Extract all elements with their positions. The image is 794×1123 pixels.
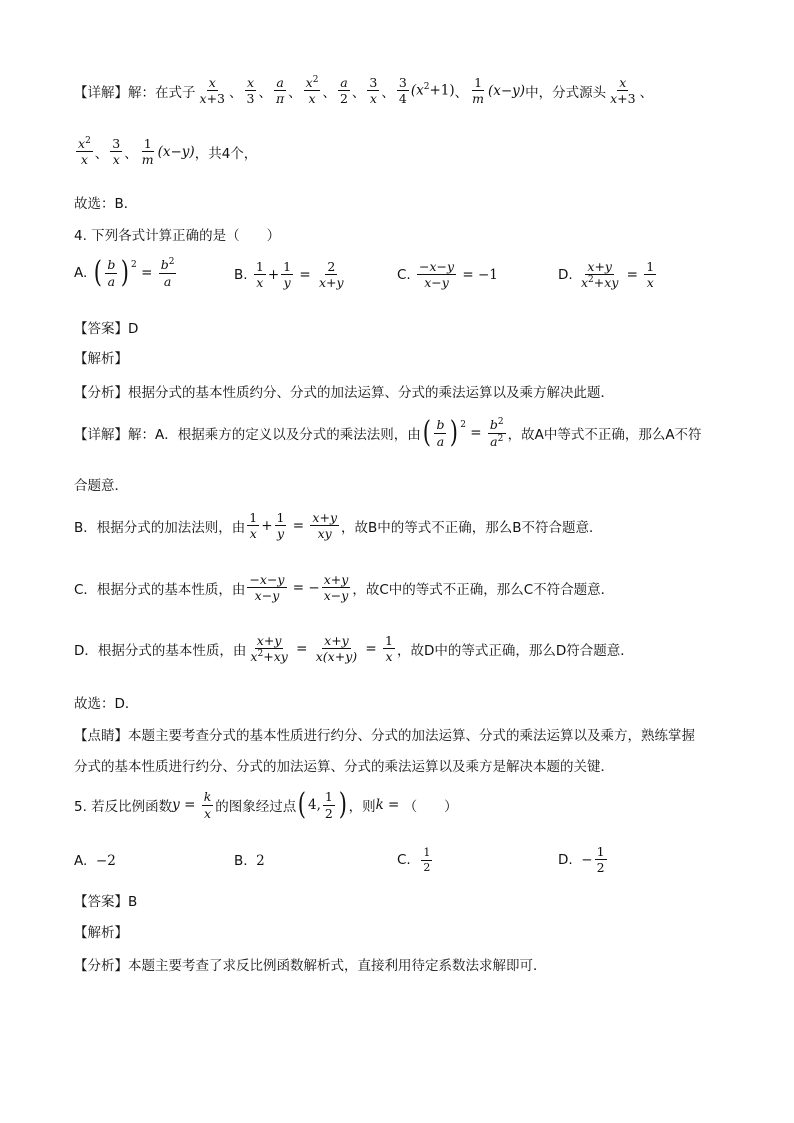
q5-option-c: C. $\frac{1}{2}$ <box>397 846 431 874</box>
fraction-3-over-4: $\frac{3}{4}$ <box>398 75 407 107</box>
q4-detail-b: B．根据分式的加法法则，由 $\frac{1}{x}$ + $\frac{1}{y}$ = $\frac{x+y}{xy}$ ，故B中的等式不正确，那么B不符合题意． <box>74 510 603 542</box>
fraction-x-over-3: $\frac{x}{3}$ <box>246 75 255 107</box>
q4-detail-a: 【详解】解：A．根据乘方的定义以及分式的乘法法则，由 ( $\frac{b}{a}$ ) 2 = $\frac{b^2}{a^2}$ ，故A中等式不正确，那么A不符 <box>74 415 702 450</box>
q4-dianjing-1: 【点睛】本题主要考查分式的基本性质进行约分、分式的加法运算、分式的乘法运算以及乘方，熟练掌握 <box>74 728 695 744</box>
q5-stem: 5. 若反比例函数 y = $\frac{k}{x}$ 的图象经过点 ( 4, $\frac{1}{2}$ ) ，则 k = （ ） <box>74 787 458 822</box>
q5-fenxi: 【分析】本题主要考查了求反比例函数解析式，直接利用待定系数法求解即可． <box>74 958 547 974</box>
q4-dianjing-2: 分式的基本性质进行约分、分式的加法运算、分式的乘法运算以及乘方是解决本题的关键． <box>74 759 614 775</box>
choose-b: 故选：B． <box>74 196 138 212</box>
fraction-x-over-x-plus-3-b: $\frac{x}{x+3}$ <box>610 75 636 107</box>
q4-detail-d: D．根据分式的基本性质，由 $\frac{x+y}{x^2+xy}$ = $\frac{x+y}{x(x+y)}$ = $\frac{1}{x}$ ，故D中的等式正确，那么D符合题意． <box>74 633 634 665</box>
q4-option-b: B. $\frac{1}{x}$ + $\frac{1}{y}$ = $\frac{2}{x+y}$ <box>234 259 344 291</box>
q4-answer: 【答案】D <box>74 321 139 337</box>
q4-option-c: C. $\frac{-x-y}{x-y}$ = −1 <box>397 259 498 291</box>
detail-mid: 中，分式源头 <box>525 84 607 101</box>
q4-fenxi: 【分析】根据分式的基本性质约分、分式的加法运算、分式的乘法运算以及乘方解决此题． <box>74 385 614 401</box>
fraction-1-over-m-b: $\frac{1}{m}$ <box>141 136 154 168</box>
q5-option-b: B. 2 <box>234 853 265 869</box>
q4-option-d: D. $\frac{x+y}{x^2+xy}$ = $\frac{1}{x}$ <box>558 259 655 291</box>
q5-option-d: D. − $\frac{1}{2}$ <box>558 844 605 876</box>
detail-line-2: $\frac{x^2}{x}$ 、 $\frac{3}{x}$ 、 $\frac{1}{m}$ (x−y) ，共4个， <box>78 136 258 168</box>
q4-detail-c: C．根据分式的基本性质，由 $\frac{-x-y}{x-y}$ = − $\frac{x+y}{x-y}$ ，故C中的等式不正确，那么C不符合题意． <box>74 572 615 604</box>
fraction-3-over-x-b: $\frac{3}{x}$ <box>112 136 121 168</box>
detail-lead: 解：在式子 <box>128 84 196 101</box>
q4-option-a: A. ( $\frac{b}{a}$ ) 2 = $\frac{b^2}{a}$ <box>74 255 175 290</box>
fraction-a-over-pi: $\frac{a}{\pi}$ <box>275 75 285 107</box>
fraction-x2-over-x-b: $\frac{x^2}{x}$ <box>78 136 91 168</box>
q5-option-a: A. −2 <box>74 853 116 869</box>
fraction-x2-over-x: $\frac{x^2}{x}$ <box>305 75 319 107</box>
detail-tag: 【详解】 <box>74 84 128 101</box>
q5-answer: 【答案】B <box>74 894 138 910</box>
fraction-x-over-x-plus-3: $\frac{x}{x+3}$ <box>199 75 225 107</box>
fraction-a-over-2: $\frac{a}{2}$ <box>339 75 348 107</box>
detail-line-1: 【详解】 解：在式子 $\frac{x}{x+3}$ 、 $\frac{x}{3}$ 、 $\frac{a}{\pi}$ 、 $\frac{x^2}{x}$ 、 $\frac{a}{2}$ 、 $\frac{3}{x}$ 、 $\frac{3}{4}$ $(x^2+1)$ 、 $\frac{1}{m}$ (x−y) 中，分式源头 $\frac{x}{x+3}$ 、 <box>74 75 654 107</box>
q4-choose: 故选：D． <box>74 696 139 712</box>
q4-stem: 4. 下列各式计算正确的是（ ） <box>74 228 281 244</box>
q4-analysis-head: 【解析】 <box>74 351 128 367</box>
fraction-3-over-x: $\frac{3}{x}$ <box>369 75 378 107</box>
detail-end: ，共4个， <box>194 145 258 162</box>
q5-analysis-head: 【解析】 <box>74 925 128 941</box>
q4-detail-a-cont: 合题意． <box>74 478 128 494</box>
fraction-1-over-m: $\frac{1}{m}$ <box>472 75 484 107</box>
